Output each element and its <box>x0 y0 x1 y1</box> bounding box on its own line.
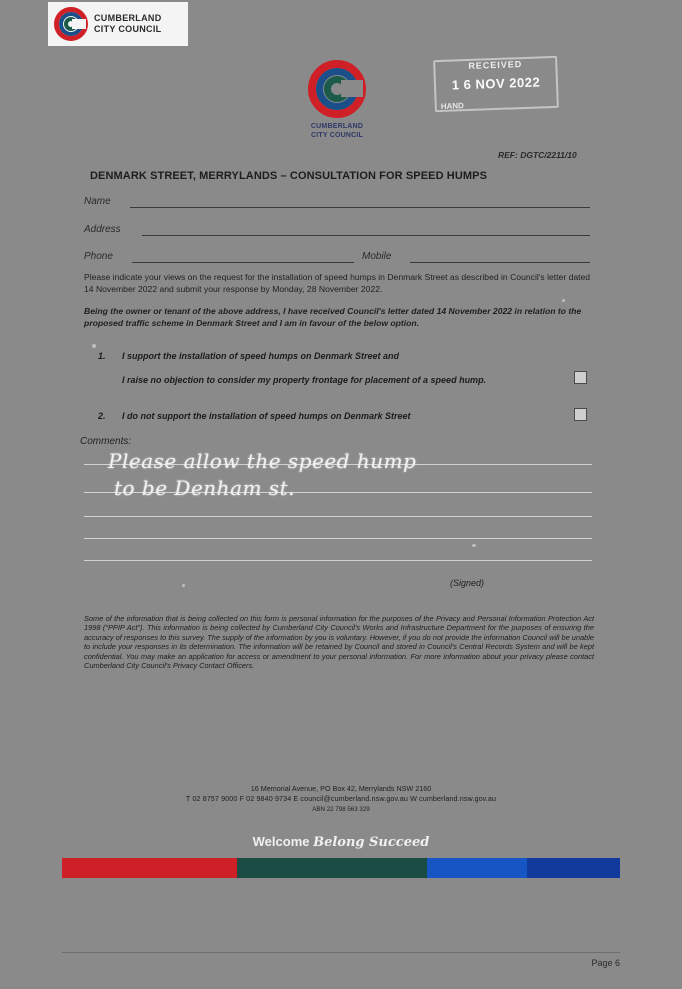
stamp-received-text: RECEIVED <box>468 59 523 71</box>
council-logo-text <box>94 13 162 35</box>
instruction-text: Please indicate your views on the request for the installation of speed humps in Denmark Street as described in Council's letter dated 14 November 2022 and submit your response by Monday, 28 November 2022. <box>84 272 591 294</box>
form-council-logo <box>295 60 379 140</box>
page-number: Page 6 <box>591 958 620 968</box>
colorbar-segment-red <box>62 858 237 878</box>
council-roundel-icon-large <box>308 60 366 118</box>
comments-handwriting-line-1: Please allow the speed hump <box>108 449 417 473</box>
tagline-script: Belong Succeed <box>313 835 430 850</box>
page-divider <box>62 952 620 953</box>
option-2-checkbox[interactable] <box>574 408 587 421</box>
name-field-label: Name <box>84 196 111 207</box>
form-logo-line1: CUMBERLAND <box>310 123 364 130</box>
colorbar-segment-green <box>237 858 427 878</box>
option-1-checkbox[interactable] <box>574 371 587 384</box>
signed-label: (Signed) <box>450 578 485 588</box>
footer-abn: ABN 22 798 563 329 <box>312 806 370 813</box>
mobile-field-label: Mobile <box>362 251 392 262</box>
form-title: DENMARK STREET, MERRYLANDS – CONSULTATION FOR SPEED HUMPS <box>90 170 488 182</box>
comments-label: Comments: <box>80 436 132 447</box>
stamp-date: 1 6 NOV 2022 <box>451 74 541 93</box>
footer-tagline <box>62 834 620 850</box>
colorbar-segment-darkblue <box>527 858 620 878</box>
reference-number: REF: DGTC/2211/10 <box>498 150 577 160</box>
council-logo-header <box>48 2 188 46</box>
address-field-label: Address <box>84 224 121 235</box>
scanned-form <box>62 44 620 944</box>
option-1-number: 1. <box>98 351 106 361</box>
council-name-line1: CUMBERLAND <box>94 13 162 23</box>
mobile-field-input[interactable] <box>410 262 590 263</box>
footer-address: 16 Memorial Avenue, PO Box 42, Merrylands NSW 2160 <box>250 784 432 793</box>
option-1-text: I support the installation of speed humps on Denmark Street and <box>122 351 400 361</box>
name-field-input[interactable] <box>130 207 590 208</box>
option-2-text: I do not support the installation of speed humps on Denmark Street <box>122 411 411 421</box>
comments-line[interactable] <box>84 516 592 517</box>
privacy-notice: Some of the information that is being collected on this form is personal information for the purposes of the Privacy and Personal Information Protection Act 1998 ("PPIP Act"). This information is being collected by Cumberland City Council's Works and Infrastructure Department for the purposes of ensuring the accuracy of responses to this survey. The supply of the information by you is voluntary. However, if you do not provide the information Council will be unable to include your responses in its determination. The information will be retained by Council and stored in Council's Central Records System and will be kept confidential. You may make an application for access or amendment to your personal information. For more information about your privacy please contact Cumberland City Council's Privacy Contact Officers. <box>84 614 594 671</box>
phone-field-label: Phone <box>84 251 113 262</box>
stamp-method: HAND <box>440 101 465 111</box>
tagline-welcome: Welcome <box>252 834 314 849</box>
brand-colorbar <box>62 858 620 878</box>
phone-field-input[interactable] <box>132 262 354 263</box>
comments-line[interactable] <box>84 538 592 539</box>
colorbar-segment-blue <box>427 858 527 878</box>
comments-line[interactable] <box>84 560 592 561</box>
document-footer <box>62 784 620 815</box>
address-field-input[interactable] <box>142 235 590 236</box>
option-2-number: 2. <box>98 411 106 421</box>
council-name-line2: CITY COUNCIL <box>94 24 162 34</box>
form-logo-line2: CITY COUNCIL <box>310 132 364 139</box>
received-stamp <box>433 56 559 112</box>
footer-contacts: T 02 8757 9000 F 02 9840 9734 E council@cumberland.nsw.gov.au W cumberland.nsw.gov.au <box>185 794 497 803</box>
council-roundel-icon <box>54 7 88 41</box>
option-1-subtext: I raise no objection to consider my property frontage for placement of a speed hump. <box>122 375 487 385</box>
declaration-text: Being the owner or tenant of the above address, I have received Council's letter dated 14 November 2022 in relation to the proposed traffic scheme in Denmark Street and I am in favour of the below option. <box>84 306 582 328</box>
comments-handwriting-line-2: to be Denham st. <box>114 476 295 500</box>
